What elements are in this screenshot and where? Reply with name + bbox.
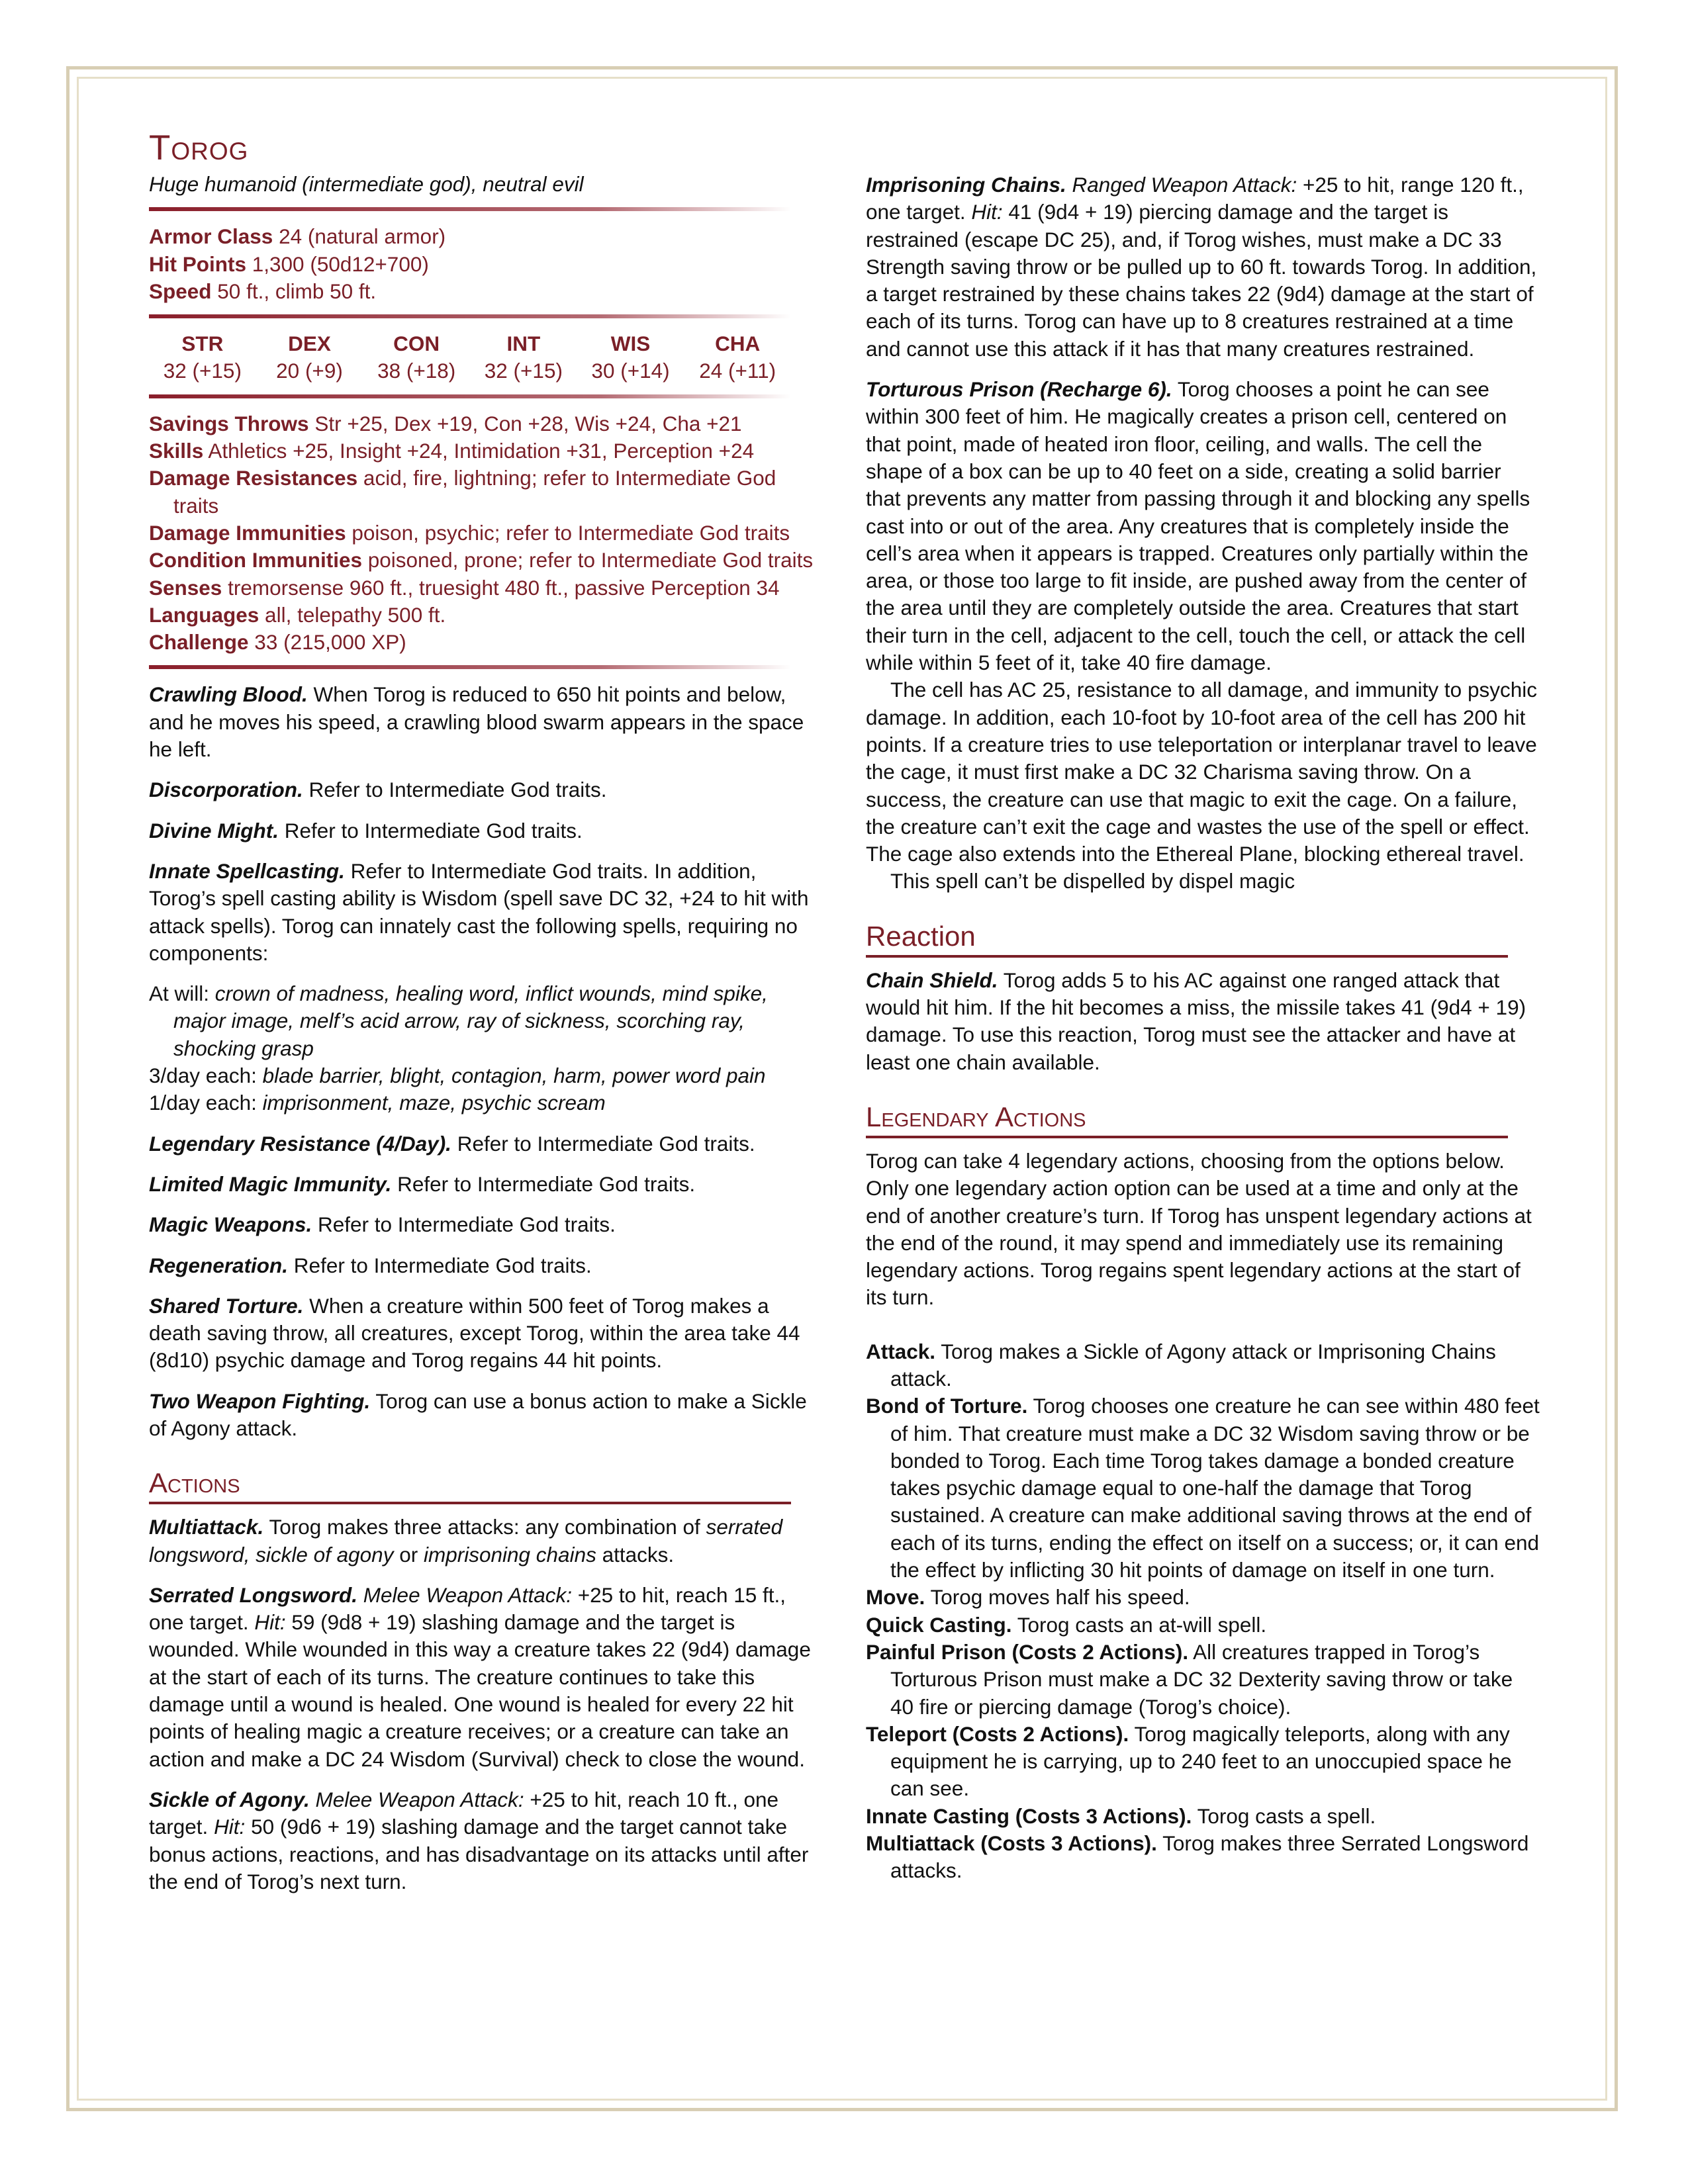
reaction-heading: Reaction [866,919,1508,958]
legendary-painful-prison: Painful Prison (Costs 2 Actions). All creatures trapped in Torog’s Torturous Prison must make a DC 32 Dexterity saving throw or take 40 fire or piercing damage (Torog’s choice). [866,1639,1513,1719]
spell-list-3-day: 3/day each: blade barrier, blight, contagion, harm, power word pain [149,1064,766,1088]
armor-class: Armor Class 24 (natural armor) [149,224,446,249]
ability-header: WIS [610,332,651,356]
spell-list-at-will: At will: crown of madness, healing word, inflict wounds, mind spike, major image, melf’s acid arrow, ray of sickness, scorching ray, shocking grasp [149,981,768,1060]
ability-header: CHA [715,332,761,356]
damage-resistances: Damage Resistances acid, fire, lightning; refer to Intermediate God traits [149,466,776,518]
ability-header: INT [506,332,541,356]
ability-value: 20 (+9) [276,359,343,383]
trait-shared-torture: Shared Torture. When a creature within 500 feet of Torog makes a death saving throw, all creatures, except Torog, within the area take 44 (8d10) psychic damage and Torog regains 44 hit points. [149,1293,800,1373]
trait-discorporation: Discorporation. Refer to Intermediate God traits. [149,778,607,802]
right-column [866,171,1541,1885]
ability-headers [149,330,791,357]
senses: Senses tremorsense 960 ft., truesight 480 ft., passive Perception 34 [149,575,780,600]
ability-values [149,357,791,385]
hit-points: Hit Points 1,300 (50d12+700) [149,251,429,276]
ability-header: DEX [288,332,331,356]
trait-regeneration: Regeneration. Refer to Intermediate God traits. [149,1253,592,1277]
actions-heading: Actions [149,1466,791,1504]
torturous-prison-paragraph-3: This spell can’t be dispelled by dispel magic [890,869,1295,893]
divider [149,394,791,398]
ability-value: 38 (+18) [377,359,456,383]
speed: Speed 50 ft., climb 50 ft. [149,279,377,303]
trait-crawling-blood: Crawling Blood. When Torog is reduced to 650 hit points and below, and he moves his speed, a crawling blood swarm appears in the space he left. [149,682,804,762]
ability-value: 30 (+14) [591,359,670,383]
challenge: Challenge 33 (215,000 XP) [149,630,406,655]
legendary-multiattack: Multiattack (Costs 3 Actions). Torog makes three Serrated Longsword attacks. [866,1831,1529,1883]
divider [149,207,791,211]
legendary-actions-heading: Legendary Actions [866,1100,1508,1138]
condition-immunities: Condition Immunities poisoned, prone; refer to Intermediate God traits [149,548,814,572]
torturous-prison-paragraph-2: The cell has AC 25, resistance to all damage, and immunity to psychic damage. In addition, each 10-foot by 10-foot area of the cell has 200 hit points. If a creature tries to use teleportation or interplanar travel to leave the cage, it must first make a DC 32 Charisma saving throw. On a success, the creature can use that magic to exit the cage. On a failure, the creature can’t exit the cage and wastes the use of the spell or effect. The cage also extends into the Ethereal Plane, blocking ethereal travel. [866,678,1537,866]
damage-immunities: Damage Immunities poison, psychic; refer to Intermediate God traits [149,520,790,545]
spell-list-1-day: 1/day each: imprisonment, maze, psychic scream [149,1091,606,1115]
trait-magic-weapons: Magic Weapons. Refer to Intermediate God traits. [149,1212,616,1237]
legendary-quick-casting: Quick Casting. Torog casts an at-will spell. [866,1612,1267,1637]
action-serrated-longsword: Serrated Longsword. Melee Weapon Attack: +25 to hit, reach 15 ft., one target. Hit: 59 (9d8 + 19) slashing damage and the target is wounded. While wounded in this way a creature takes 22 (9d4) damage at the start of each of its turns. The creature continues to take this damage until a wound is healed. One wound is healed for every 22 hit points of healing magic a creature receives; or a creature can take an action and make a DC 24 Wisdom (Survival) check to close the wound. [149,1582,811,1771]
trait-two-weapon-fighting: Two Weapon Fighting. Torog can use a bonus action to make a Sickle of Agony attack. [149,1388,807,1440]
legendary-intro: Torog can take 4 legendary actions, choosing from the options below. Only one legendary action option can be used at a time and only at the end of another creature’s turn. If Torog has unspent legendary actions at the end of the round, it may spend and immediately use its remaining legendary actions. Torog regains spent legendary actions at the start of its turn. [866,1148,1532,1310]
trait-limited-magic-immunity: Limited Magic Immunity. Refer to Intermediate God traits. [149,1171,696,1196]
ability-value: 32 (+15) [163,359,242,383]
action-sickle-of-agony: Sickle of Agony. Melee Weapon Attack: +25 to hit, reach 10 ft., one target. Hit: 50 (9d6 + 19) slashing damage and the target cannot take bonus actions, reactions, and has disadvantage on its attacks until after the end of Torog’s next turn. [149,1787,809,1893]
left-column [149,126,824,1909]
ability-value: 24 (+11) [699,359,776,383]
legendary-bond-of-torture: Bond of Torture. Torog chooses one creature he can see within 480 feet of him. That creature must make a DC 32 Wisdom saving throw or be bonded to Torog. Each time Torog takes damage a bonded creature takes psychic damage equal to one-half the damage that Torog sustained. A creature can make additional saving throws at the end of each of its turns, ending the effect on itself on a success; or, it can end the effect by inflicting 30 hit points of damage on itself in one turn. [866,1394,1540,1582]
ability-header: CON [393,332,440,356]
ability-value: 32 (+15) [484,359,563,383]
action-imprisoning-chains: Imprisoning Chains. Ranged Weapon Attack: +25 to hit, range 120 ft., one target. Hit: 41 (9d4 + 19) piercing damage and the target is restrained (escape DC 25), and, if Torog wishes, must make a DC 33 Strength saving throw or be pulled up to 60 ft. towards Torog. In addition, a target restrained by these chains takes 22 (9d4) damage at the start of each of its turns. Torog can have up to 8 creatures restrained at a time and cannot use this attack if it has that many creatures restrained. [866,173,1537,361]
legendary-move: Move. Torog moves half his speed. [866,1585,1190,1610]
trait-divine-might: Divine Might. Refer to Intermediate God traits. [149,818,583,842]
saving-throws: Savings Throws Str +25, Dex +19, Con +28, Wis +24, Cha +21 [149,411,742,435]
legendary-innate-casting: Innate Casting (Costs 3 Actions). Torog casts a spell. [866,1803,1376,1828]
trait-innate-spellcasting: Innate Spellcasting. Refer to Intermediate God traits. In addition, Torog’s spell casting ability is Wisdom (spell save DC 32, +24 to hit with attack spells). Torog can innately cast the following spells, requiring no components: [149,858,809,965]
action-multiattack: Multiattack. Torog makes three attacks: any combination of serrated longsword, sickle of agony or imprisoning chains attacks. [149,1515,783,1567]
legendary-teleport: Teleport (Costs 2 Actions). Torog magically teleports, along with any equipment he is carrying, up to 240 feet to an unoccupied space he can see. [866,1721,1512,1801]
ability-header: STR [181,332,224,356]
monster-subtitle: Huge humanoid (intermediate god), neutral evil [149,172,584,196]
skills: Skills Athletics +25, Insight +24, Intimidation +31, Perception +24 [149,439,755,463]
languages: Languages all, telepathy 500 ft. [149,602,446,627]
legendary-attack: Attack. Torog makes a Sickle of Agony attack or Imprisoning Chains attack. [866,1339,1496,1390]
monster-name: Torog [149,128,249,167]
trait-legendary-resistance: Legendary Resistance (4/Day). Refer to Intermediate God traits. [149,1131,755,1156]
divider [149,665,791,669]
reaction-chain-shield: Chain Shield. Torog adds 5 to his AC against one ranged attack that would hit him. If the hit becomes a miss, the missile takes 41 (9d4 + 19) damage. To use this reaction, Torog must see the attacker and have at least one chain available. [866,968,1526,1074]
action-torturous-prison: Torturous Prison (Recharge 6). Torog chooses a point he can see within 300 feet of him. He magically creates a prison cell, centered on that point, made of heated iron floor, ceiling, and walls. The cell the shape of a box can be up to 40 feet on a side, creating a solid barrier that prevents any matter from passing through it and blocking any spells cast into or out of the area. Any creatures that is completely inside the cell’s area when it appears is trapped. Creatures only partially within the area, or those too large to fit inside, are pushed away from the center of the area until they are completely outside the area. Creatures that start their turn in the cell, adjacent to the cell, touch the cell, or attack the cell while within 5 feet of it, take 40 fire damage. [866,377,1530,675]
divider [149,314,791,318]
